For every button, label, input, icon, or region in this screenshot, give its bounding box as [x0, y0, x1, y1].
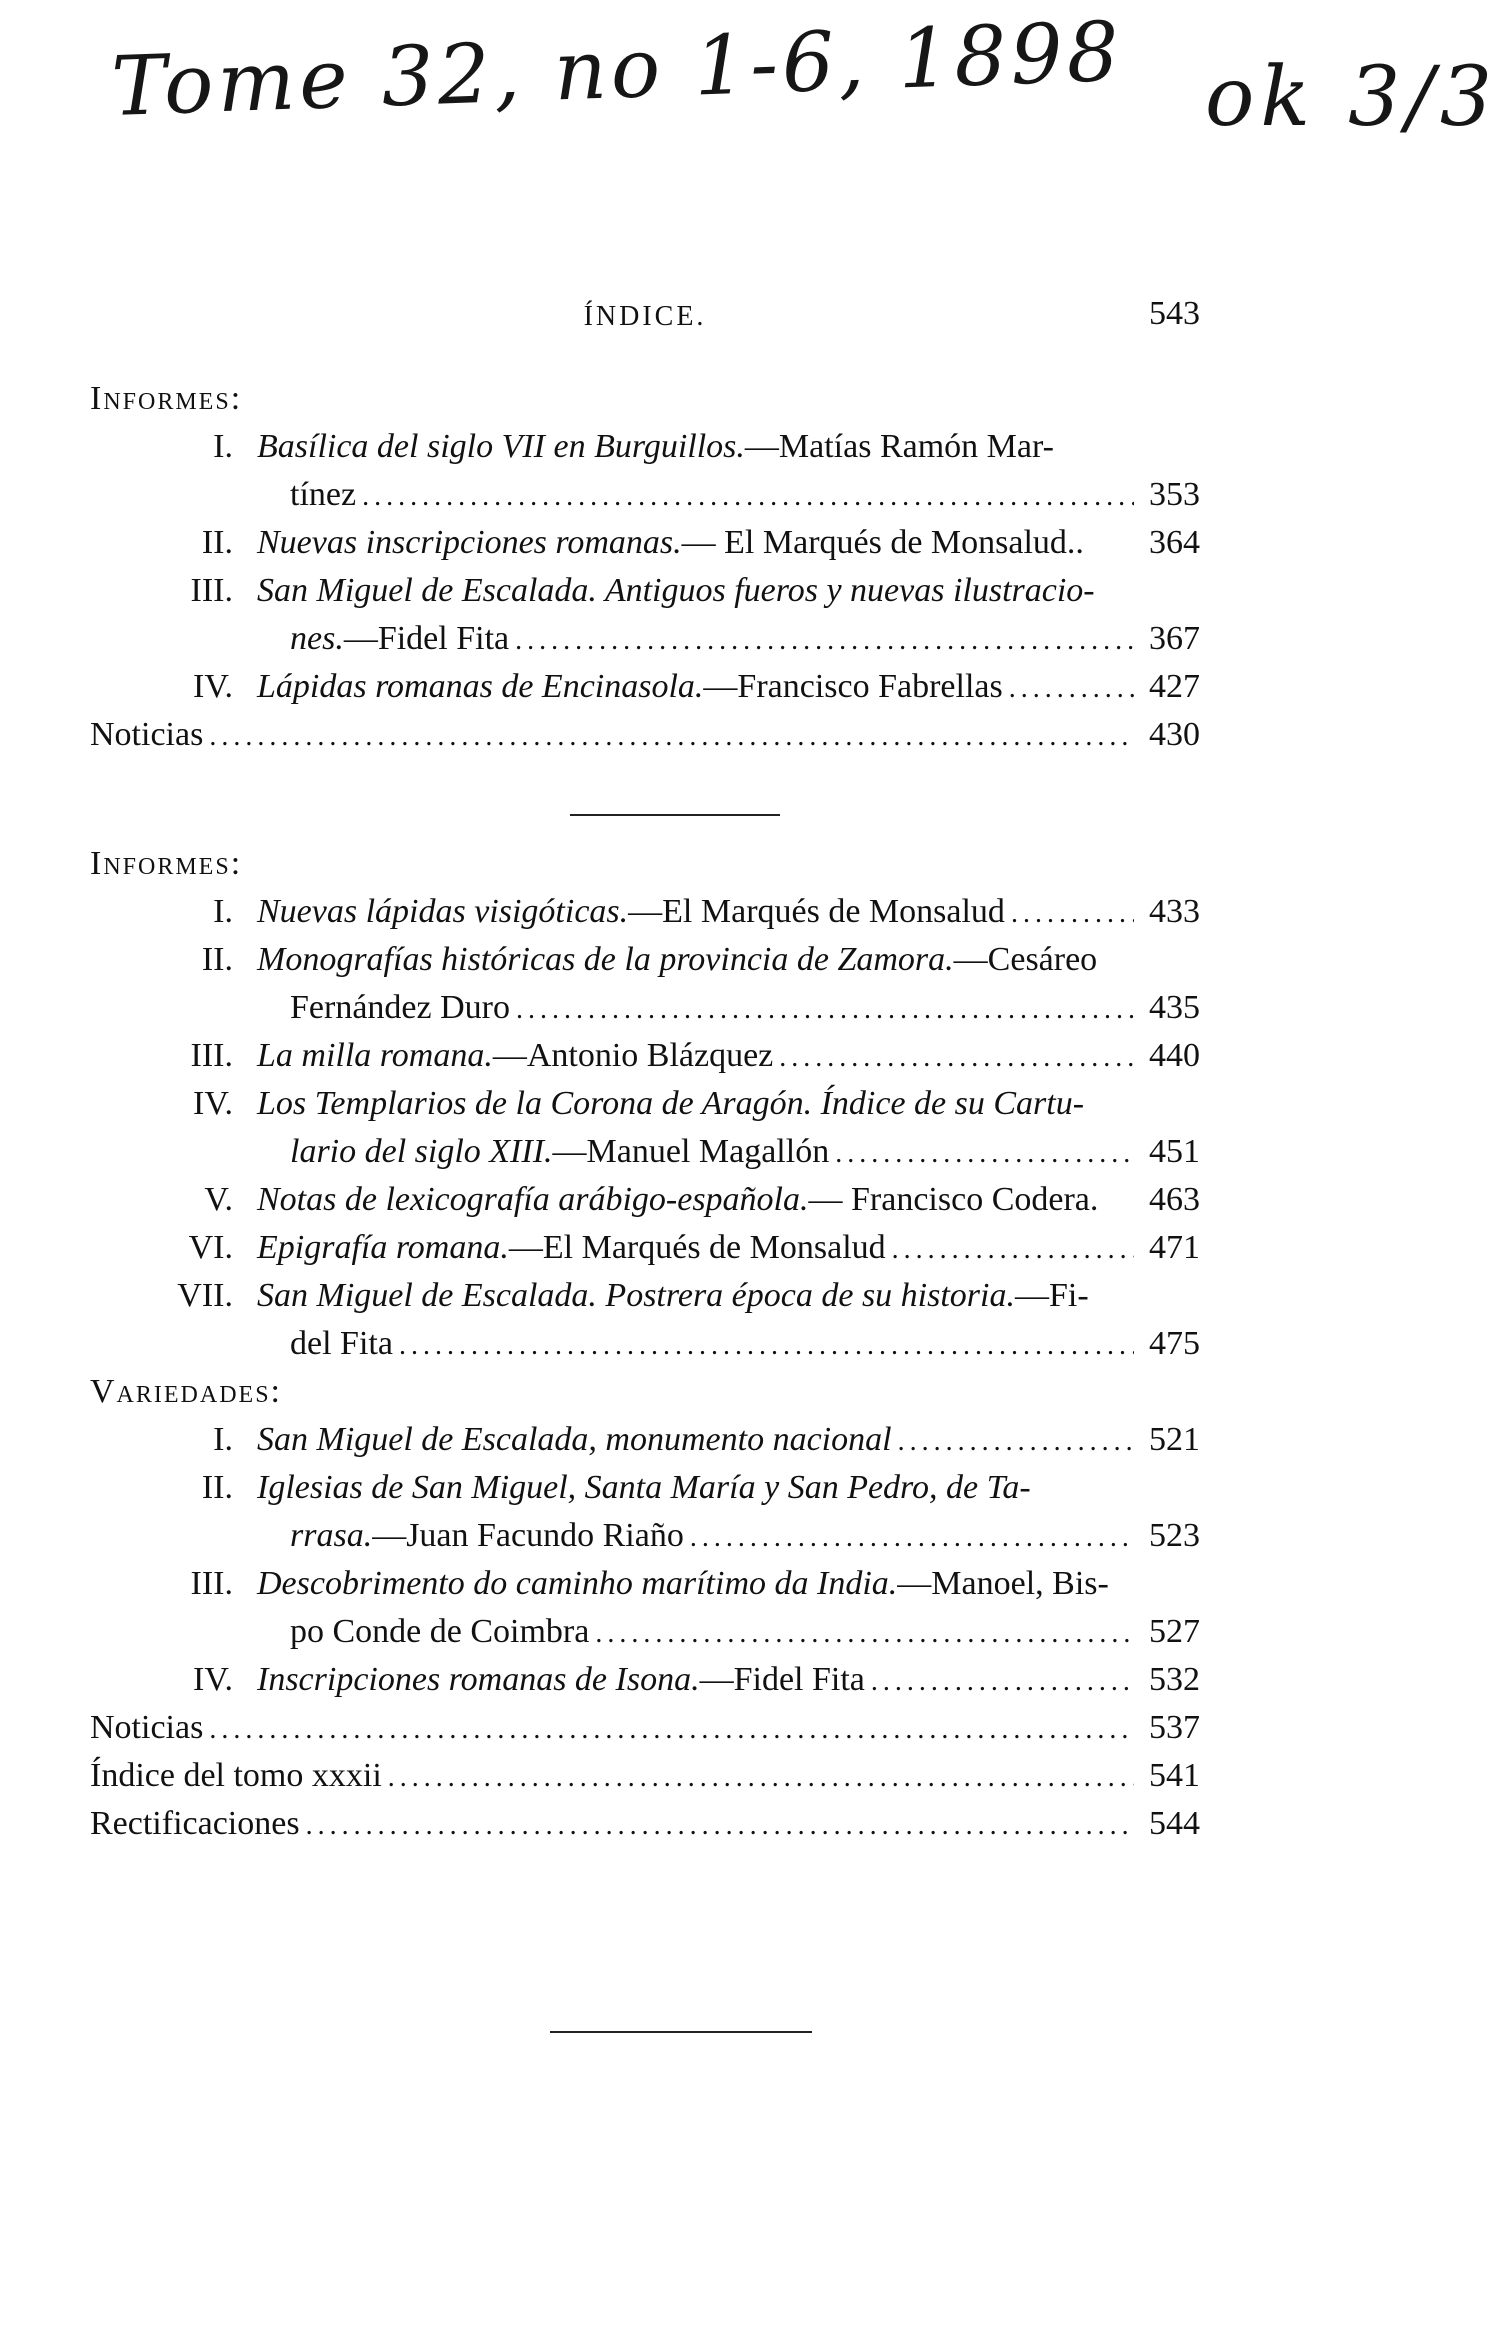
- entry-author: —Juan Facundo Riaño: [372, 1517, 684, 1554]
- toc-entry: [90, 1032, 1200, 1080]
- toc-entry: [90, 1560, 1200, 1656]
- entry-number: III.: [190, 1037, 233, 1074]
- entry-author: — Francisco Codera.: [808, 1181, 1099, 1218]
- entry-author: —Francisco Fabrellas: [703, 668, 1003, 705]
- page-title: ÍNDICE.: [583, 301, 707, 332]
- dot-leader: [515, 617, 1134, 665]
- entry-author: —Fidel Fita: [343, 620, 510, 657]
- dot-leader: [516, 986, 1134, 1034]
- handwritten-check-note: ok 3/3: [1205, 50, 1499, 145]
- handwritten-volume-note: Tome 32, no 1-6, 1898: [110, 4, 1125, 135]
- dot-leader: [871, 1658, 1134, 1706]
- dot-leader: [209, 713, 1134, 761]
- toc-entry: [90, 1272, 1200, 1368]
- dot-leader: [892, 1226, 1134, 1274]
- entry-title: Notas de lexicografía arábigo-española.: [257, 1181, 809, 1218]
- entry-title: Nuevas lápidas visigóticas.: [257, 893, 629, 930]
- entry-page: 353: [1149, 476, 1200, 513]
- entry-title: Descobrimento do caminho marítimo da India.: [257, 1565, 898, 1602]
- entry-author: —Manoel, Bis-: [897, 1565, 1109, 1602]
- dot-leader: [362, 473, 1134, 521]
- entry-number: VII.: [177, 1277, 233, 1314]
- entry-author-cont: po Conde de Coimbra: [290, 1613, 590, 1650]
- end-divider: [550, 2031, 812, 2033]
- toc-entry: [90, 1080, 1200, 1176]
- entry-title: Los Templarios de la Corona de Aragón. Índice de su Cartu-: [257, 1085, 1085, 1122]
- dot-leader: [1009, 665, 1134, 713]
- entry-number: II.: [201, 1469, 233, 1506]
- dot-leader: [690, 1514, 1134, 1562]
- entry-title: Epigrafía romana.: [257, 1229, 509, 1266]
- entry-number: IV.: [193, 668, 233, 705]
- dot-leader: [388, 1754, 1134, 1802]
- dot-leader: [898, 1418, 1134, 1466]
- entry-page: 435: [1149, 989, 1200, 1026]
- entry-number: IV.: [193, 1661, 233, 1698]
- dot-leader: [399, 1322, 1134, 1370]
- entry-title: San Miguel de Escalada. Postrera época de su historia.: [257, 1277, 1015, 1314]
- entry-page: 527: [1149, 1613, 1200, 1650]
- entry-title: Lápidas romanas de Encinasola.: [257, 668, 704, 705]
- dot-leader: [779, 1034, 1134, 1082]
- entry-title: Iglesias de San Miguel, Santa María y San Pedro, de Ta-: [257, 1469, 1031, 1506]
- entry-author-cont: Fernández Duro: [290, 989, 510, 1026]
- entry-page: 433: [1149, 893, 1200, 930]
- entry-author: —El Marqués de Monsalud: [628, 893, 1005, 930]
- entry-author: —Fi-: [1014, 1277, 1089, 1314]
- toc-entry-indice: [90, 1752, 1200, 1800]
- entry-page: 427: [1149, 668, 1200, 705]
- entry-title-cont: rrasa.: [290, 1517, 373, 1554]
- toc-entry: [90, 1464, 1200, 1560]
- entry-author: —Antonio Blázquez: [492, 1037, 774, 1074]
- dot-leader: [209, 1706, 1134, 1754]
- page-header: [90, 295, 1200, 345]
- entry-author-cont: del Fita: [290, 1325, 393, 1362]
- dot-leader: [835, 1130, 1134, 1178]
- toc-entry-noticias: [90, 1704, 1200, 1752]
- toc-part-2: [90, 840, 1200, 1848]
- entry-page: 523: [1149, 1517, 1200, 1554]
- entry-title-cont: lario del siglo XIII.: [290, 1133, 553, 1170]
- section-heading-variedades: Variedades:: [90, 1373, 282, 1410]
- entry-title: Nuevas inscripciones romanas.: [257, 524, 682, 561]
- toc-entry-rectificaciones: [90, 1800, 1200, 1848]
- entry-page: 364: [1149, 524, 1200, 561]
- entry-label: Noticias: [90, 716, 204, 753]
- entry-page: 544: [1149, 1805, 1200, 1842]
- toc-entry: [90, 1176, 1200, 1224]
- entry-title: Monografías históricas de la provincia de Zamora.: [257, 941, 954, 978]
- entry-page: 440: [1149, 1037, 1200, 1074]
- entry-page: 521: [1149, 1421, 1200, 1458]
- entry-number: II.: [201, 524, 233, 561]
- toc-entry-noticias: [90, 711, 1200, 759]
- toc-entry: [90, 423, 1200, 519]
- entry-number: I.: [213, 428, 233, 465]
- entry-author: —Fidel Fita: [699, 1661, 865, 1698]
- toc-entry: [90, 888, 1200, 936]
- entry-number: II.: [201, 941, 233, 978]
- entry-author: —El Marqués de Monsalud: [508, 1229, 886, 1266]
- toc-part-1: [90, 375, 1200, 759]
- entry-number: IV.: [193, 1085, 233, 1122]
- page-number: 543: [1149, 295, 1200, 332]
- entry-number: VI.: [188, 1229, 233, 1266]
- entry-number: III.: [190, 1565, 233, 1602]
- section-heading-informes: Informes:: [90, 380, 243, 417]
- entry-title-cont: nes.: [290, 620, 344, 657]
- entry-title: Inscripciones romanas de Isona.: [257, 1661, 700, 1698]
- entry-author: —Matías Ramón Mar-: [744, 428, 1054, 465]
- entry-page: 532: [1149, 1661, 1200, 1698]
- entry-page: 537: [1149, 1709, 1200, 1746]
- section-divider: [570, 814, 780, 816]
- section-heading-informes: Informes:: [90, 845, 243, 882]
- entry-title: La milla romana.: [257, 1037, 493, 1074]
- entry-author: —Cesáreo: [953, 941, 1098, 978]
- toc-entry: [90, 936, 1200, 1032]
- entry-label: Índice del tomo xxxii: [90, 1757, 382, 1794]
- toc-entry: [90, 519, 1200, 567]
- toc-entry: [90, 1416, 1200, 1464]
- entry-page: 541: [1149, 1757, 1200, 1794]
- entry-number: III.: [190, 572, 233, 609]
- entry-page: 451: [1149, 1133, 1200, 1170]
- entry-label: Rectificaciones: [90, 1805, 300, 1842]
- entry-title: San Miguel de Escalada. Antiguos fueros y nuevas ilustracio-: [257, 572, 1095, 609]
- entry-title: Basílica del siglo VII en Burguillos.: [257, 428, 745, 465]
- entry-number: I.: [213, 1421, 233, 1458]
- entry-number: V.: [204, 1181, 233, 1218]
- entry-author: —Manuel Magallón: [552, 1133, 830, 1170]
- entry-page: 367: [1149, 620, 1200, 657]
- entry-number: I.: [213, 893, 233, 930]
- toc-entry: [90, 1224, 1200, 1272]
- dot-leader: [1011, 890, 1134, 938]
- toc-entry: [90, 1656, 1200, 1704]
- entry-author: — El Marqués de Monsalud..: [681, 524, 1084, 561]
- toc-entry: [90, 567, 1200, 663]
- entry-author-cont: tínez: [290, 476, 357, 513]
- entry-page: 471: [1149, 1229, 1200, 1266]
- entry-page: 475: [1149, 1325, 1200, 1362]
- dot-leader: [306, 1802, 1134, 1850]
- toc-entry: [90, 663, 1200, 711]
- entry-page: 463: [1149, 1181, 1200, 1218]
- entry-title: San Miguel de Escalada, monumento nacional: [257, 1421, 892, 1458]
- dot-leader: [595, 1610, 1134, 1658]
- entry-page: 430: [1149, 716, 1200, 753]
- entry-label: Noticias: [90, 1709, 204, 1746]
